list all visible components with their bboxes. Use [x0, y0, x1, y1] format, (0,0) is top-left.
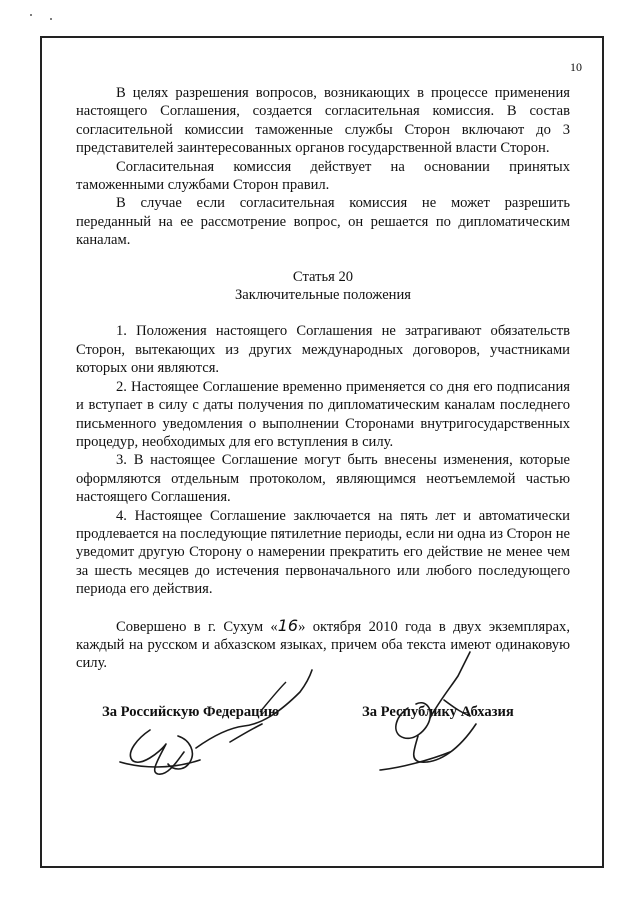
clause-2: 2. Настоящее Соглашение временно применяется со дня его подписания и вступает в силу с даты получения по дипломатическим каналам последнего письменного уведомления о выполнении Сторонами внутригосударственных процедур, необходимых для его вступления в силу.	[76, 378, 570, 450]
document-body	[76, 84, 570, 673]
scan-speck	[30, 14, 32, 16]
clause-4: 4. Настоящее Соглашение заключается на пять лет и автоматически продлевается на последующие пятилетние периоды, если ни одна из Сторон не уведомит другую Сторону о намерении прекратить его действие не менее чем за шесть месяцев до истечения первоначального или любого последующего периода его действия.	[76, 507, 571, 598]
clause-3: 3. В настоящее Соглашение могут быть внесены изменения, которые оформляются отдельным протоколом, являющимся неотъемлемой частью настоящего Соглашения.	[76, 452, 570, 506]
document-page	[40, 36, 604, 868]
handwritten-day: 16	[277, 615, 299, 635]
closing-prefix: Совершено в г. Сухум «	[116, 618, 278, 635]
signatory-abkhazia: За Республику Абхазия	[362, 704, 514, 720]
article-number: Статья 20	[292, 268, 354, 285]
page-number: 10	[570, 60, 582, 74]
closing-suffix: » октября 2010 года в двух экземплярах, каждый на русском и абхазском языках, причем оба текста имеют одинаковую силу.	[76, 618, 570, 672]
article-title: Заключительные положения	[234, 287, 412, 304]
scan-speck	[50, 18, 52, 20]
paragraph-diplomatic: В случае если согласительная комиссия не может разрешить переданный на ее рассмотрение вопрос, он решается по дипломатическим каналам.	[76, 195, 570, 249]
clause-1: 1. Положения настоящего Соглашения не затрагивают обязательств Сторон, вытекающих из других международных договоров, участниками которых они являются.	[76, 323, 570, 377]
signatory-russia: За Российскую Федерацию	[102, 704, 280, 720]
paragraph-commission: В целях разрешения вопросов, возникающих в процессе применения настоящего Соглашения, создается согласительная комиссия. В состав согласительной комиссии таможенные службы Сторон включают до 3 представителей заинтересованных органов государственной власти Сторон.	[76, 85, 570, 157]
closing-statement	[76, 617, 570, 673]
paragraph-rules: Согласительная комиссия действует на основании принятых таможенными службами Сторон правил.	[76, 158, 570, 194]
